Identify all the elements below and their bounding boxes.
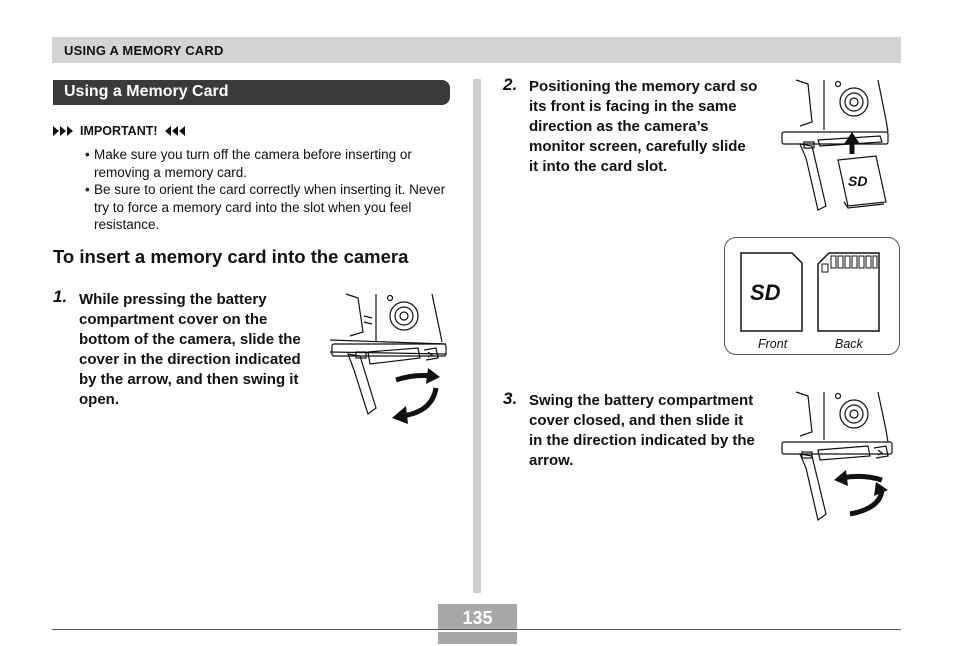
svg-text:SD: SD <box>848 173 868 189</box>
section-title: Using a Memory Card <box>64 83 229 100</box>
section-title-pill <box>53 80 450 105</box>
card-back-icon <box>817 252 881 332</box>
triple-arrow-left-icon <box>163 125 185 137</box>
card-front-icon <box>740 252 804 332</box>
card-front-label: Front <box>758 337 788 351</box>
page-number-separator <box>438 630 517 632</box>
bullet-item: • Be sure to orient the card correctly when inserting it. Never try to force a memory card into the slot when you feel resistance. <box>85 181 457 234</box>
camera-open-cover-illustration <box>328 292 450 426</box>
step-2-number: 2. <box>503 75 518 94</box>
running-header-title: USING A MEMORY CARD <box>64 43 224 58</box>
triple-arrow-right-icon <box>53 125 75 137</box>
step-1-text: While pressing the battery compartment cover on the bottom of the camera, slide the cover in the direction indicated by the arrow, and then swing it open. <box>79 291 301 408</box>
insert-heading: To insert a memory card into the camera <box>53 246 409 267</box>
card-back-label: Back <box>835 337 863 351</box>
column-divider <box>473 79 481 593</box>
footer-rule <box>52 629 901 630</box>
svg-text:SD: SD <box>750 280 781 305</box>
important-bullet-list <box>85 146 457 234</box>
important-text: IMPORTANT! <box>80 124 158 138</box>
step-3-number: 3. <box>503 389 518 408</box>
important-label <box>53 123 185 139</box>
running-header <box>52 37 901 63</box>
bullet-item: • Make sure you turn off the camera before inserting or removing a memory card. <box>85 146 457 181</box>
insert-card-illustration <box>778 78 894 214</box>
camera-close-cover-illustration <box>778 390 898 524</box>
step-2-text: Positioning the memory card so its front is facing in the same direction as the camera’s monitor screen, carefully slide it into the card slot. <box>529 78 758 175</box>
page-number-box <box>438 604 517 644</box>
card-orientation-diagram <box>724 237 900 355</box>
step-1-number: 1. <box>53 287 68 306</box>
step-3-text: Swing the battery compartment cover closed, and then slide it in the direction indicated by the arrow. <box>529 392 755 469</box>
page-number: 135 <box>462 608 493 628</box>
